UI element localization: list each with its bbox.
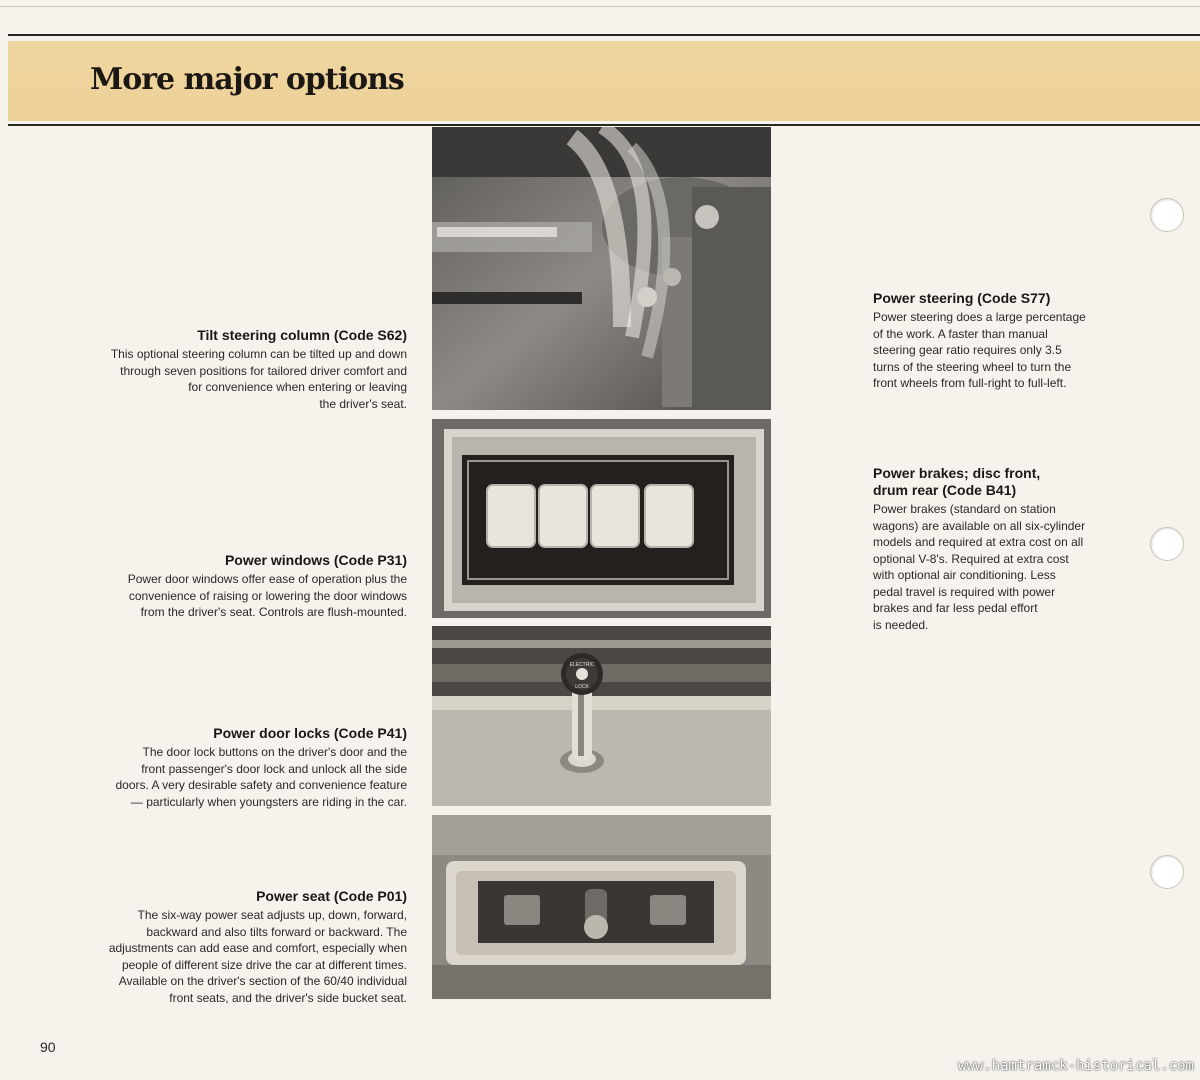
- option-body: Power brakes (standard on station wagons) are available on all six-cylinder models and required at extra cost on all optional V-8's. Required at extra cost with optional air conditioning. Less pedal travel is required with power brakes and far less pedal effort is needed.: [873, 502, 1086, 632]
- option-title: Power steering (Code S77): [873, 290, 1051, 306]
- option-title: Power brakes; disc front, drum rear (Code B41): [873, 465, 1041, 498]
- power-door-locks-photo: [432, 626, 771, 806]
- binder-hole-top: [1150, 198, 1184, 232]
- power-windows-photo: [432, 419, 771, 618]
- binder-hole-middle: [1150, 527, 1184, 561]
- option-body: This optional steering column can be tilted up and down through seven positions for tailored driver comfort and for convenience when entering or leaving the driver's seat.: [110, 347, 407, 411]
- page-title: More major options: [90, 62, 404, 97]
- lock-label-bottom: LOCK: [575, 684, 589, 690]
- option-body: The six-way power seat adjusts up, down, forward, backward and also tilts forward or backward. The adjustments can add ease and comfort, especially when people of different size drive the car at different times. Available on the driver's section of the 60/40 individual front seats, and the driver's side bucket seat.: [108, 908, 407, 1005]
- option-title: Power windows (Code P31): [224, 552, 407, 568]
- tilt-steering-block: [47, 327, 407, 412]
- option-title: Power seat (Code P01): [256, 888, 407, 904]
- option-body: The door lock buttons on the driver's door and the front passenger's door lock and unlock all the side doors. A very desirable safety and convenience feature — particularly when youngsters are riding in the car.: [115, 745, 407, 809]
- option-title: Power door locks (Code P41): [213, 725, 407, 741]
- lock-label-top: ELECTRIC: [569, 662, 595, 668]
- watermark: www.hamtramck-historical.com: [957, 1058, 1194, 1074]
- top-rule: [8, 34, 1200, 36]
- page-number: 90: [40, 1039, 56, 1055]
- power-seat-photo: [432, 815, 771, 999]
- power-windows-block: [47, 552, 407, 621]
- option-body: Power steering does a large percentage of the work. A faster than manual steering gear ratio requires only 3.5 turns of the steering wheel to turn the front wheels from full-right to full-left.: [873, 310, 1086, 390]
- option-body: Power door windows offer ease of operation plus the convenience of raising or lowering the door windows from the driver's seat. Controls are flush-mounted.: [127, 572, 407, 619]
- tilt-steering-photo: [432, 127, 771, 410]
- power-brakes-block: [873, 465, 1123, 633]
- option-title: Tilt steering column (Code S62): [197, 327, 407, 343]
- top-faint-rule: [0, 6, 1200, 7]
- power-steering-block: [873, 290, 1123, 392]
- header-underline: [8, 124, 1200, 126]
- power-door-locks-block: [47, 725, 407, 810]
- power-seat-block: [47, 888, 407, 1006]
- binder-hole-bottom: [1150, 855, 1184, 889]
